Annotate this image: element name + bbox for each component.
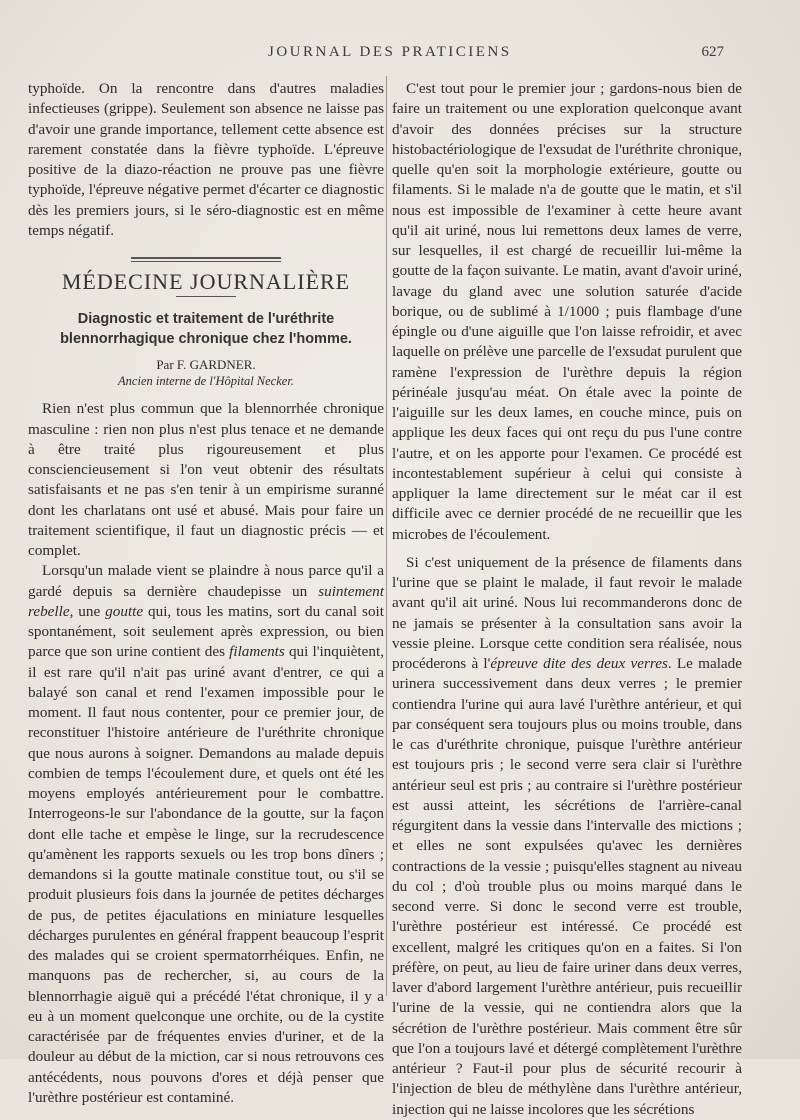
paragraph-2-text: , une	[69, 602, 106, 620]
author-affiliation: Ancien interne de l'Hôpital Necker.	[118, 374, 294, 389]
emphasis-deux-verres: épreuve dite des deux verres	[490, 655, 668, 672]
right-column	[392, 79, 742, 1120]
section-divider	[131, 257, 281, 262]
emphasis-suintement: suintement rebelle	[28, 582, 384, 620]
journal-title: JOURNAL DES PRATICIENS	[268, 44, 512, 60]
paragraph-4-text: Si c'est uniquement de la présence de filaments dans l'urine que se plaint le malade, il faut revoir le malade avant qu'il ait uriné. Nous lui recommanderons donc de ne jamais se présenter à la consultation sans avoir la vessie pleine. Lorsque cette condition sera réalisée, nous procéderons à l'	[392, 553, 742, 672]
running-header	[0, 44, 800, 66]
column-divider	[386, 76, 387, 996]
section-underline	[176, 296, 236, 297]
paragraph-1: Rien n'est plus commun que la blennorrhée chronique masculine : rien non plus n'est plus tenace et ne demande à être traité plus rigoureusement et plus consciencieusement si l'on veut obtenir des résultats satisfaisants et ne pas s'en tenir à un empirisme suranné dont les charlatans ont usé et abusé. Mais pour faire un traitement scientifique, il faut un diagnostic précis — et complet.	[28, 400, 384, 559]
page-number: 627	[701, 44, 724, 60]
section-title: MÉDECINE JOURNALIÈRE	[61, 269, 351, 294]
paragraph-2-text: qui l'inquiètent, il est rare qu'il n'ait pas uriné avant d'entrer, ce qui a balayé son canal et rend l'examen impossible pour le moment. Il faut nous contenter, pour ce premier jour, de reconstituer l'histoire antérieure de l'uréthrite chronique que nous aurons à soigner. Demandons au malade depuis combien de temps l'écoulement dure, et quels ont été les moyens employés antérieurement pour le combattre. Interrogeons-le sur l'abondance de la goutte, sur la façon dont elle tache et empèse le linge, sur la recrudescence qu'amènent les rapports sexuels ou les trop bons dîners ; demandons si la goutte matinale constitue tout, ou s'il se produit plusieurs fois dans la journée de petites décharges de pus, de petites éjaculations en miniature lesquelles décharges purulentes en général frappent beaucoup l'esprit des malades qui se croient spermatorrhéiques. Enfin, ne manquons pas de rechercher, si, au cours de la blennorrhagie aiguë qui a précédé l'état chronique, il y a eu à un moment quelconque une orchite, ou de la cystite caractérisée par de fréquentes envies d'uriner, et de la douleur au début de la miction, car si nous retrouvons ces antécédents, nous pouvons d'ores et déjà penser que l'urèthre postérieur est contaminé.	[28, 643, 384, 1106]
emphasis-goutte: goutte	[105, 602, 144, 620]
paragraph-3: C'est tout pour le premier jour ; gardons-nous bien de faire un traitement ou une exploration quelconque avant d'avoir des données précises sur la structure histobactériologique de l'exsudat de l'uréthrite chronique, quelle qu'en soit la morphologie extérieure, goutte ou filaments. Si le malade n'a de goutte que le matin, et s'il nous est impossible de l'examiner à cette heure avant qu'il ait uriné, nous lui remettons deux lames de verre, sur lesquelles, il est chargé de recueillir lui-même la goutte de la façon suivante. Le matin, avant d'avoir uriné, lavage du gland avec une solution saturée d'acide borique, ou de sublimé à 1/1000 ; puis flambage d'une épingle ou d'une aiguille que l'on laisse refroidir, et avec laquelle on prélève une parcelle de l'exsudat purulent que ramène l'expression de l'urèthre depuis la région périnéale jusqu'au méat. On étale avec la pointe de l'aiguille sur les deux lames, en couche mince, puis on applique les deux faces qui ont reçu du pus l'une contre l'autre, et on les apporte pour l'examen. Ce procédé est incontestablement supérieur à celui qui consiste à appliquer la lame directement sur le méat car il est difficile avec ce dernier procédé de ne recueillir que les microbes de l'écoulement.	[392, 80, 742, 543]
paragraph-4	[392, 553, 742, 1120]
paragraph-2	[28, 561, 384, 1108]
article-title: Diagnostic et traitement de l'uréthrite blennorrhagique chronique chez l'homme.	[60, 311, 352, 348]
intro-paragraph: typhoïde. On la rencontre dans d'autres maladies infectieuses (grippe). Seulement son absence ne laisse pas d'avoir une grande importance, tellement cette absence est rarement constatée dans la fièvre typhoïde. L'épreuve positive de la diazo-réaction ne prouve pas une fièvre typhoïde, l'épreuve négative permet d'écarter ce diagnostic dès les premiers jours, si le séro-diagnostic est en même temps négatif.	[28, 80, 384, 239]
paragraph-2-text: qui, tous les matins, sort du canal soit spontanément, soit seulement après expression, ou bien parce que son urine contient des	[28, 602, 384, 661]
paragraph-spacer	[392, 545, 742, 553]
paragraph-4-text: . Le malade urinera successivement dans deux verres ; le premier contiendra l'urine qui aura lavé l'urèthre antérieur, et qui par conséquent sera toujours plus ou moins trouble, dans le cas d'uréthrite chronique, puisque l'urèthre antérieur est toujours pris ; le second verre sera clair si l'urèthre antérieur seul est pris ; au contraire si l'urèthre postérieur est aussi atteint, les sécrétions de l'arrière-canal régurgitent dans la vessie dans l'intervalle des mictions ; et elles ne sont expulsées qu'avec les dernières contractions de la vessie ; puisqu'elles stagnent au niveau du col ; d'où trouble plus ou moins marqué dans le second verre. Si donc le second verre est trouble, l'urèthre postérieur est intéressé. Ce procédé est excellent, malgré les critiques qu'on en a faites. Si l'on préfère, on peut, au lieu de faire uriner dans deux verres, laver d'abord largement l'urèthre antérieur, puis recueillir l'urine de la vessie, qui ne contiendra alors que la sécrétion de l'urèthre postérieur. Mais comment être sûr que l'on a toujours lavé et détergé complètement l'urèthre antérieur ? Faut-il pour plus de sécurité recourir à l'injection de bleu de méthylène dans l'urèthre antérieur, injection qui ne laisse incolores que les sécrétions	[392, 655, 742, 1118]
author-byline: Par F. GARDNER.	[156, 357, 256, 373]
left-column	[28, 79, 384, 1108]
emphasis-filaments: filaments	[229, 643, 285, 661]
paragraph-2-text: Lorsqu'un malade vient se plaindre à nous parce qu'il a gardé depuis sa dernière chaudepisse un	[28, 562, 384, 600]
